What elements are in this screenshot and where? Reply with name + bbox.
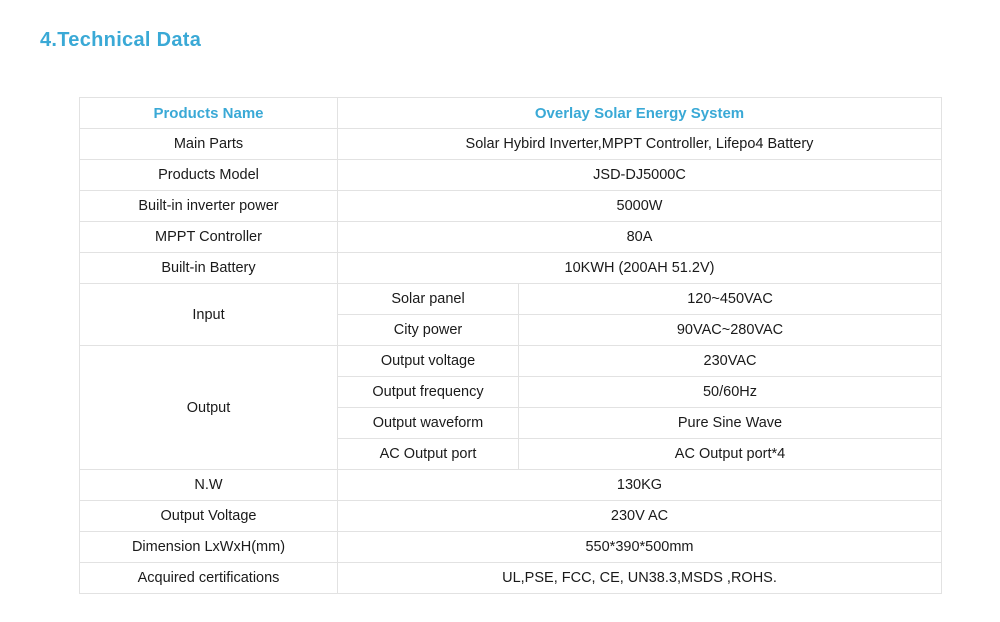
row-label: Main Parts <box>80 129 338 160</box>
row-label: Built-in inverter power <box>80 191 338 222</box>
table-row-dimension <box>80 532 942 563</box>
sub-label: Output frequency <box>338 377 519 408</box>
sub-value: AC Output port*4 <box>519 439 942 470</box>
row-value: 5000W <box>338 191 942 222</box>
row-label: MPPT Controller <box>80 222 338 253</box>
table-row-nw <box>80 470 942 501</box>
sub-label: Solar panel <box>338 284 519 315</box>
row-value: 10KWH (200AH 51.2V) <box>338 253 942 284</box>
sub-label: Output waveform <box>338 408 519 439</box>
section-title: 4.Technical Data <box>40 29 202 51</box>
table-row-battery <box>80 253 942 284</box>
table-row-products-model <box>80 160 942 191</box>
sub-label: City power <box>338 315 519 346</box>
table-row-certifications <box>80 563 942 594</box>
table-row-input-solar <box>80 284 942 315</box>
row-label: Output Voltage <box>80 501 338 532</box>
table-row-mppt <box>80 222 942 253</box>
row-label: Acquired certifications <box>80 563 338 594</box>
row-value: 230V AC <box>338 501 942 532</box>
sub-label: Output voltage <box>338 346 519 377</box>
sub-value: Pure Sine Wave <box>519 408 942 439</box>
row-label: Dimension LxWxH(mm) <box>80 532 338 563</box>
table-row-main-parts <box>80 129 942 160</box>
row-label: Built-in Battery <box>80 253 338 284</box>
row-value: JSD-DJ5000C <box>338 160 942 191</box>
table-row-header <box>80 98 942 129</box>
row-value: Solar Hybird Inverter,MPPT Controller, Lifepo4 Battery <box>338 129 942 160</box>
row-value: 550*390*500mm <box>338 532 942 563</box>
table-row-inverter-power <box>80 191 942 222</box>
row-value: 130KG <box>338 470 942 501</box>
input-group-label: Input <box>80 284 338 346</box>
technical-data-table <box>79 97 942 594</box>
row-value: 80A <box>338 222 942 253</box>
sub-value: 120~450VAC <box>519 284 942 315</box>
output-group-label: Output <box>80 346 338 470</box>
header-value: Overlay Solar Energy System <box>338 98 942 129</box>
header-label: Products Name <box>80 98 338 129</box>
sub-value: 50/60Hz <box>519 377 942 408</box>
table-row-output-voltage <box>80 346 942 377</box>
row-label: Products Model <box>80 160 338 191</box>
row-label: N.W <box>80 470 338 501</box>
sub-value: 230VAC <box>519 346 942 377</box>
table-row-output-voltage-total <box>80 501 942 532</box>
sub-label: AC Output port <box>338 439 519 470</box>
sub-value: 90VAC~280VAC <box>519 315 942 346</box>
row-value: UL,PSE, FCC, CE, UN38.3,MSDS ,ROHS. <box>338 563 942 594</box>
